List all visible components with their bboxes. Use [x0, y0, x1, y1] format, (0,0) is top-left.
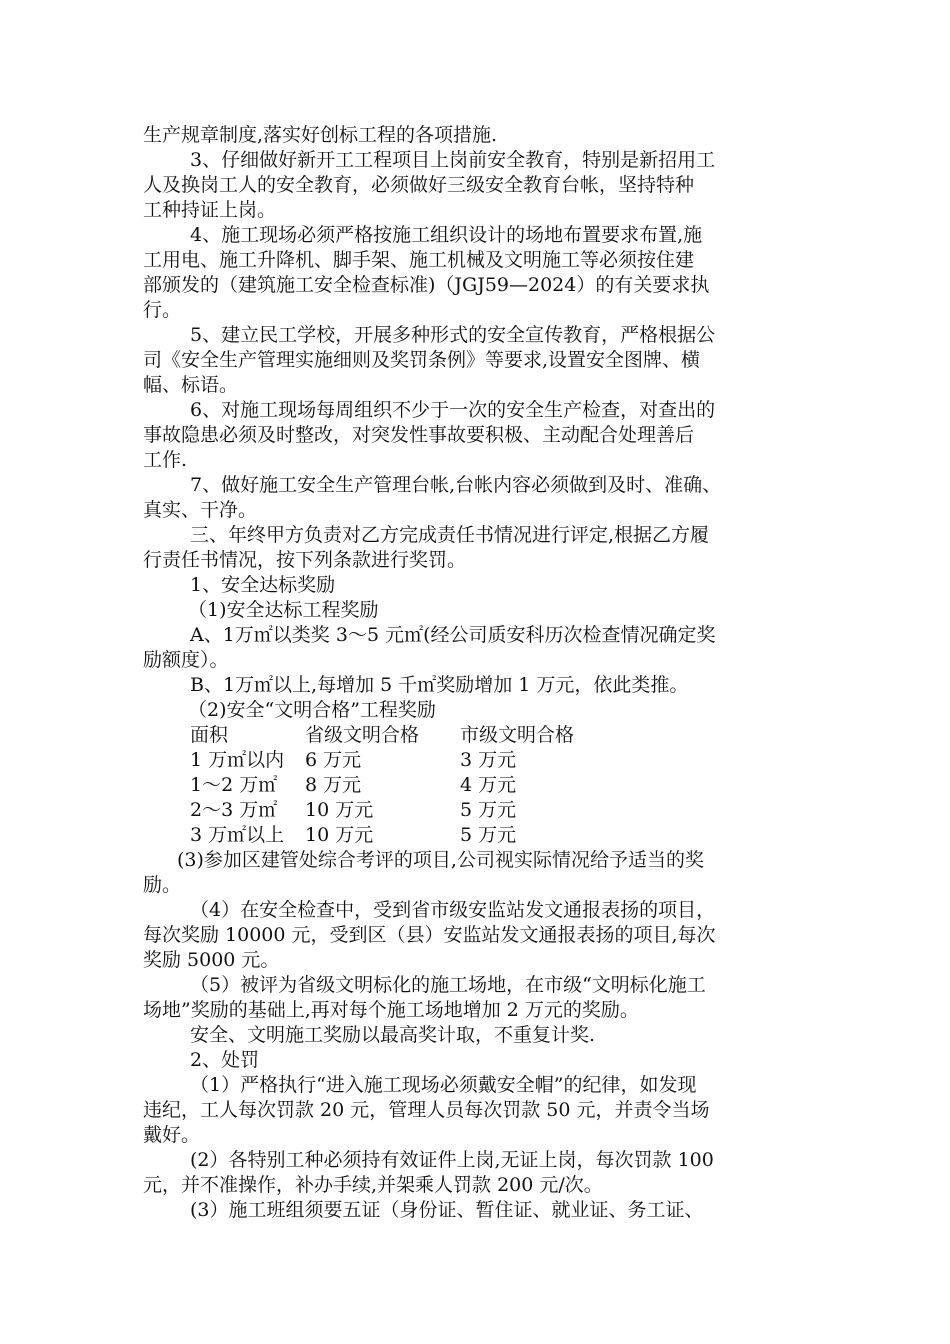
- text-line: 场地”奖励的基础上,再对每个施工场地增加 2 万元的奖励。: [143, 999, 639, 1021]
- text-line: 工用电、施工升降机、脚手架、施工机械及文明施工等必须按住建: [143, 249, 695, 271]
- section-heading: 2、处罚: [190, 1049, 260, 1071]
- table-cell: 4 万元: [460, 774, 517, 796]
- text-line: 部颁发的（建筑施工安全检查标准)（JGJ59—2024）的有关要求执: [143, 274, 710, 296]
- table-cell: 5 万元: [460, 824, 517, 846]
- table-cell: 3 万㎡以上: [190, 824, 285, 846]
- table-row: [143, 773, 811, 798]
- table-cell: 6 万元: [305, 749, 362, 771]
- text-line: 安全、文明施工奖励以最高奖计取，不重复计奖.: [190, 1024, 596, 1046]
- text-line: 每次奖励 10000 元，受到区（县）安监站发文通报表扬的项目,每次: [143, 924, 716, 946]
- text-line: 6、对施工现场每周组织不少于一次的安全生产检查，对查出的: [190, 399, 716, 421]
- text-line: 事故隐患必须及时整改，对突发性事故要积极、主动配合处理善后: [143, 424, 695, 446]
- text-line: 真实、干净。: [143, 499, 258, 521]
- text-line: 工种持证上岗。: [143, 199, 277, 221]
- text-line: 5、建立民工学校，开展多种形式的安全宣传教育，严格根据公: [190, 324, 716, 346]
- text-line: 7、做好施工安全生产管理台帐,台帐内容必须做到及时、准确、: [190, 474, 722, 496]
- text-line: （1）严格执行“进入施工现场必须戴安全帽”的纪律，如发现: [190, 1074, 697, 1096]
- text-line: B、1万㎡以上,每增加 5 千㎡奖励增加 1 万元，依此类推。: [190, 674, 689, 696]
- text-line: 4、施工现场必须严格按施工组织设计的场地布置要求布置,施: [190, 224, 703, 246]
- text-line: （4）在安全检查中，受到省市级安监站发文通报表扬的项目，: [190, 899, 716, 921]
- section-heading: 1、安全达标奖励: [190, 574, 336, 596]
- text-line: 人及换岗工人的安全教育，必须做好三级安全教育台帐，坚持特种: [143, 174, 695, 196]
- table-cell: 1 万㎡以内: [190, 749, 285, 771]
- table-cell: 2～3 万㎡: [190, 799, 278, 821]
- text-line: 励。: [143, 874, 182, 896]
- table-header-cell: 市级文明合格: [460, 724, 575, 746]
- text-line: （5）被评为省级文明标化的施工场地，在市级“文明标化施工: [190, 974, 706, 996]
- table-cell: 10 万元: [305, 799, 374, 821]
- text-line: 三、年终甲方负责对乙方完成责任书情况进行评定,根据乙方履: [190, 524, 710, 546]
- text-line: (3)参加区建管处综合考评的项目,公司视实际情况给予适当的奖: [177, 849, 704, 871]
- text-line: 司《安全生产管理实施细则及奖罚条例》等要求,设置安全图牌、横: [143, 349, 701, 371]
- subsection-heading: （1)安全达标工程奖励: [188, 599, 379, 621]
- text-line: (2）各特别工种必须持有效证件上岗,无证上岗，每次罚款 100: [190, 1149, 714, 1171]
- text-line: 元，并不准操作，补办手续,并架乘人罚款 200 元/次。: [143, 1174, 603, 1196]
- text-line: 行责任书情况，按下列条款进行奖罚。: [143, 549, 467, 571]
- table-header-cell: 面积: [190, 724, 229, 746]
- table-cell: 5 万元: [460, 799, 517, 821]
- table-cell: 8 万元: [305, 774, 362, 796]
- text-line: 行。: [143, 299, 182, 321]
- text-line: 奖励 5000 元。: [143, 949, 280, 971]
- table-cell: 10 万元: [305, 824, 374, 846]
- table-header-cell: 省级文明合格: [305, 724, 420, 746]
- table-row: [143, 748, 811, 773]
- text-line: 工作.: [143, 449, 188, 471]
- text-line: 戴好。: [143, 1124, 201, 1146]
- table-row: [143, 823, 811, 848]
- table-cell: 1～2 万㎡: [190, 774, 278, 796]
- text-line: 生产规章制度,落实好创标工程的各项措施.: [143, 124, 498, 146]
- text-line: A、1万㎡以类奖 3～5 元㎡(经公司质安科历次检查情况确定奖: [190, 624, 716, 646]
- table-cell: 3 万元: [460, 749, 517, 771]
- table-row: [143, 798, 811, 823]
- text-line: (3）施工班组须要五证（身份证、暂住证、就业证、务工证、: [190, 1199, 704, 1221]
- text-line: 违纪，工人每次罚款 20 元，管理人员每次罚款 50 元，并责令当场: [143, 1099, 710, 1121]
- text-line: 3、仔细做好新开工工程项目上岗前安全教育，特别是新招用工: [190, 149, 716, 171]
- reward-table-header: [143, 723, 811, 748]
- document-page: [143, 123, 811, 1223]
- subsection-heading: （2)安全“文明合格”工程奖励: [188, 699, 436, 721]
- text-line: 励额度）。: [143, 649, 229, 671]
- text-line: 幅、标语。: [143, 374, 239, 396]
